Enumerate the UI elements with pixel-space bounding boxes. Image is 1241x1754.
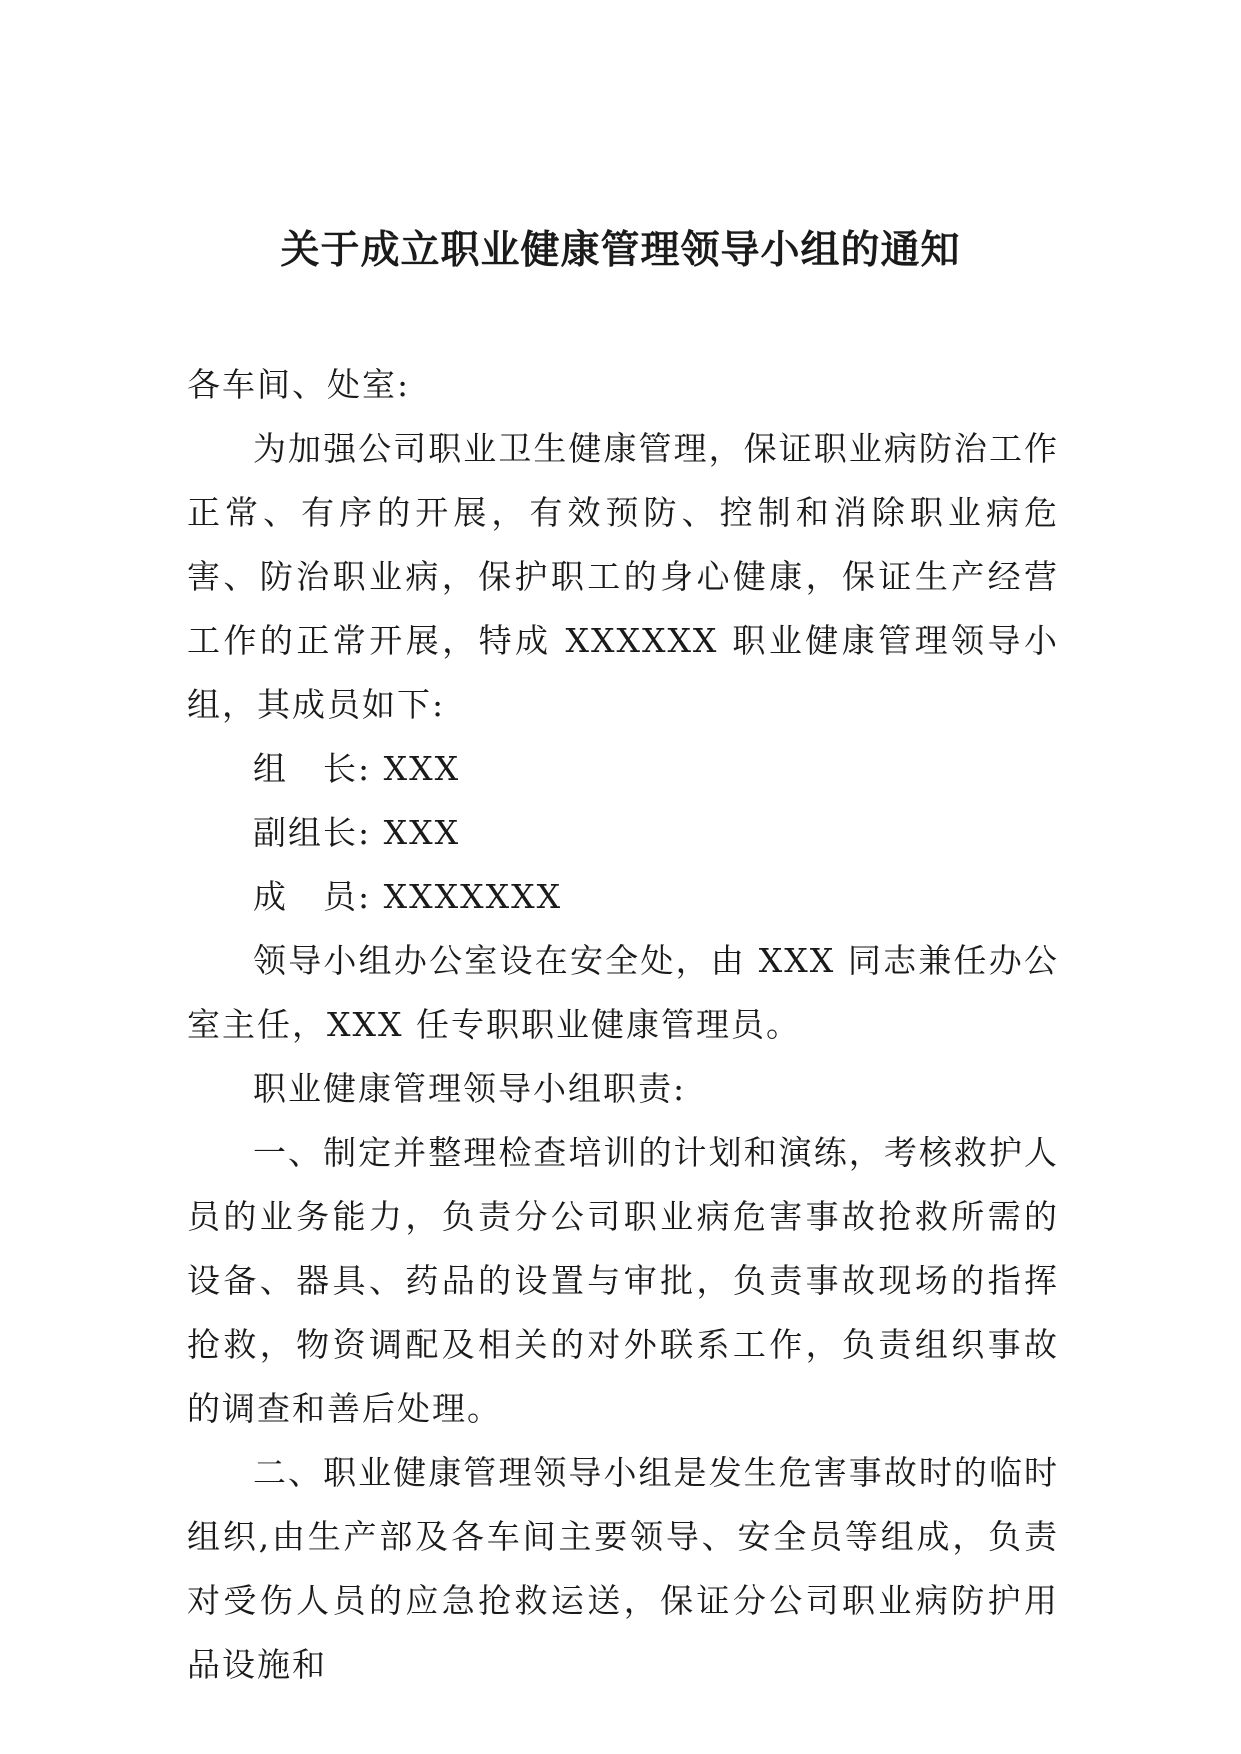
paragraph-intro: 为加强公司职业卫生健康管理，保证职业病防治工作正常、有序的开展，有效预防、控制和消除职业病危害、防治职业病，保护职工的身心健康，保证生产经营工作的正常开展，特成 XXXXXX 职业健康管理领导小组，其成员如下:	[187, 429, 1059, 724]
paragraph-office: 领导小组办公室设在安全处，由 XXX 同志兼任办公室主任，XXX 任专职职业健康管理员。	[187, 941, 1059, 1044]
document-title: 关于成立职业健康管理领导小组的通知	[280, 227, 961, 273]
member-leader: 组 长: XXX	[253, 749, 461, 788]
member-members: 成 员: XXXXXXX	[253, 877, 563, 916]
document-body	[187, 353, 1059, 1697]
paragraph-duty-1: 一、制定并整理检查培训的计划和演练，考核救护人员的业务能力，负责分公司职业病危害事故抢救所需的设备、器具、药品的设置与审批，负责事故现场的指挥抢救，物资调配及相关的对外联系工作，负责组织事故的调查和善后处理。	[187, 1133, 1059, 1428]
salutation: 各车间、处室:	[187, 365, 411, 404]
member-deputy-leader: 副组长: XXX	[253, 813, 461, 852]
paragraph-duty-2: 二、职业健康管理领导小组是发生危害事故时的临时组织,由生产部及各车间主要领导、安全员等组成，负责对受伤人员的应急抢救运送，保证分公司职业病防护用品设施和	[187, 1453, 1059, 1684]
paragraph-duties-heading: 职业健康管理领导小组职责:	[253, 1069, 687, 1108]
